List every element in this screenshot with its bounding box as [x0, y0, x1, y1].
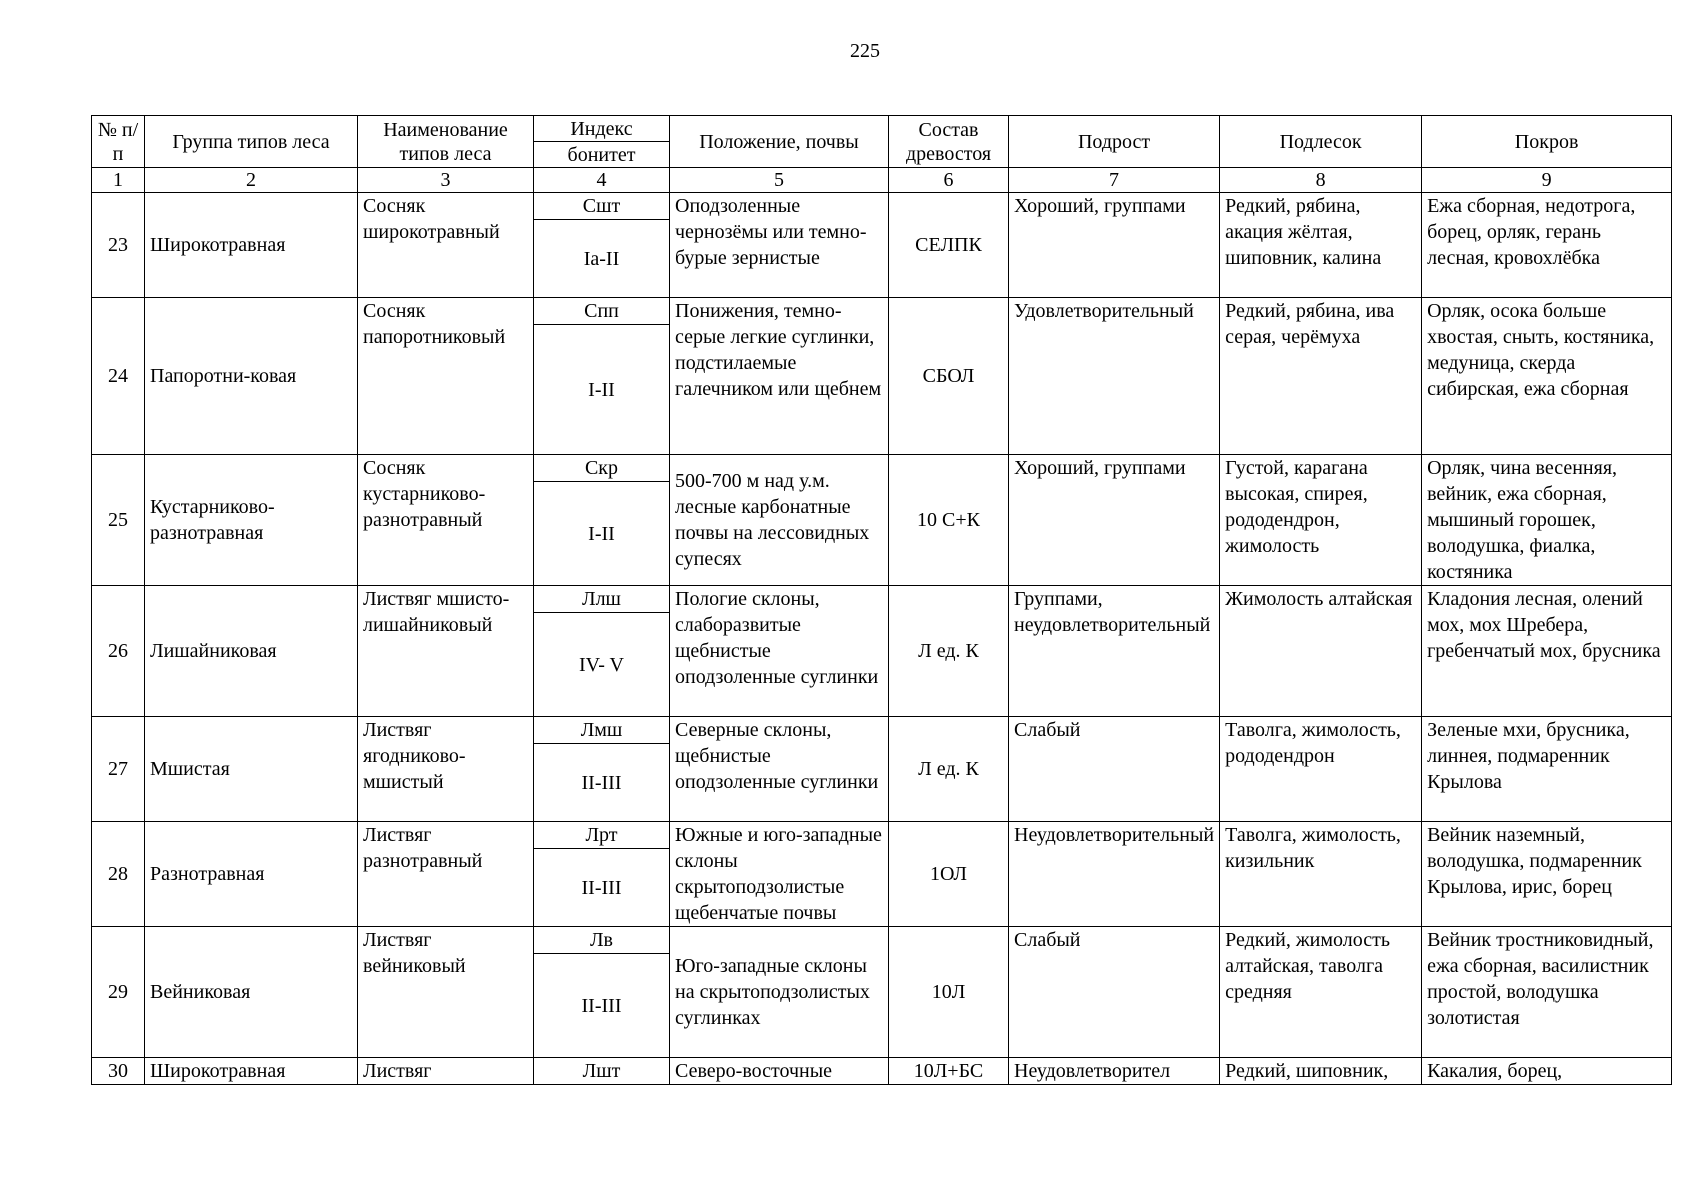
row-type-name: Листвяг мшисто-лишайниковый — [358, 586, 534, 717]
column-number: 4 — [534, 168, 670, 193]
table-body — [92, 193, 1672, 1085]
row-bonitet: I-II — [534, 482, 670, 586]
column-number: 3 — [358, 168, 534, 193]
row-position: Юго-западные склоны на скрытоподзолистых суглинках — [670, 927, 889, 1058]
row-index: Спп — [534, 298, 670, 325]
row-underbrush: Редкий, жимолость алтайская, таволга средняя — [1220, 927, 1422, 1058]
row-cover: Ежа сборная, недотрога, борец, орляк, герань лесная, кровохлёбка — [1422, 193, 1672, 298]
row-position: Южные и юго-западные склоны скрытоподзолистые щебенчатые почвы — [670, 822, 889, 927]
row-index: Сшт — [534, 193, 670, 220]
page-number: 225 — [850, 40, 880, 62]
row-num: 25 — [92, 455, 145, 586]
header-num: № п/п — [92, 116, 145, 168]
table-row — [92, 717, 1672, 744]
header-undergrowth: Подрост — [1009, 116, 1220, 168]
header-underbrush: Подлесок — [1220, 116, 1422, 168]
header-group: Группа типов леса — [145, 116, 358, 168]
row-composition: СЕЛПК — [889, 193, 1009, 298]
row-cover: Зеленые мхи, брусника, линнея, подмаренник Крылова — [1422, 717, 1672, 822]
row-index: Ллш — [534, 586, 670, 613]
row-group: Лишайниковая — [145, 586, 358, 717]
row-type-name: Листвяг ягодниково-мшистый — [358, 717, 534, 822]
row-position: Пологие склоны, слаборазвитые щебнистые оподзоленные суглинки — [670, 586, 889, 717]
row-underbrush: Таволга, жимолость, рододендрон — [1220, 717, 1422, 822]
table-header — [92, 116, 1672, 193]
row-composition: СБОЛ — [889, 298, 1009, 455]
column-number: 9 — [1422, 168, 1672, 193]
row-underbrush: Редкий, рябина, ива серая, черёмуха — [1220, 298, 1422, 455]
row-composition: 10Л — [889, 927, 1009, 1058]
row-undergrowth: Хороший, группами — [1009, 455, 1220, 586]
row-group: Вейниковая — [145, 927, 358, 1058]
row-position: Северные склоны, щебнистые оподзоленные суглинки — [670, 717, 889, 822]
row-group: Широкотравная — [145, 1058, 358, 1085]
column-number: 5 — [670, 168, 889, 193]
row-index: Лмш — [534, 717, 670, 744]
row-index: Лшт — [534, 1058, 670, 1085]
row-type-name: Листвяг вейниковый — [358, 927, 534, 1058]
table-row — [92, 822, 1672, 849]
row-composition: 1ОЛ — [889, 822, 1009, 927]
table-row — [92, 193, 1672, 220]
row-position: 500-700 м над у.м. лесные карбонатные почвы на лессовидных супесях — [670, 455, 889, 586]
forest-types-table — [91, 115, 1672, 1085]
row-cover: Вейник тростниковидный, ежа сборная, василистник простой, володушка золотистая — [1422, 927, 1672, 1058]
row-index: Лрт — [534, 822, 670, 849]
row-num: 23 — [92, 193, 145, 298]
table-row — [92, 586, 1672, 613]
table-row — [92, 1058, 1672, 1085]
row-undergrowth: Слабый — [1009, 927, 1220, 1058]
column-numbers-row — [92, 168, 1672, 193]
row-cover: Орляк, осока больше хвостая, сныть, костяника, медуница, скерда сибирская, ежа сборная — [1422, 298, 1672, 455]
row-undergrowth: Неудовлетворительный — [1009, 822, 1220, 927]
row-undergrowth: Удовлетворительный — [1009, 298, 1220, 455]
row-underbrush: Редкий, рябина, акация жёлтая, шиповник, калина — [1220, 193, 1422, 298]
row-underbrush: Густой, карагана высокая, спирея, рододендрон, жимолость — [1220, 455, 1422, 586]
row-bonitet: II-III — [534, 744, 670, 822]
row-index: Лв — [534, 927, 670, 954]
row-bonitet: IV- V — [534, 613, 670, 717]
header-position: Положение, почвы — [670, 116, 889, 168]
row-num: 30 — [92, 1058, 145, 1085]
row-type-name: Сосняк папоротниковый — [358, 298, 534, 455]
row-group: Разнотравная — [145, 822, 358, 927]
row-type-name: Сосняк кустарниково-разнотравный — [358, 455, 534, 586]
table-row — [92, 298, 1672, 325]
row-type-name: Сосняк широкотравный — [358, 193, 534, 298]
column-number: 8 — [1220, 168, 1422, 193]
row-group: Папоротни-ковая — [145, 298, 358, 455]
row-group: Широкотравная — [145, 193, 358, 298]
row-num: 27 — [92, 717, 145, 822]
row-position: Понижения, темно-серые легкие суглинки, подстилаемые галечником или щебнем — [670, 298, 889, 455]
table-row — [92, 455, 1672, 482]
row-type-name: Листвяг — [358, 1058, 534, 1085]
row-bonitet: II-III — [534, 849, 670, 927]
row-composition: 10 С+К — [889, 455, 1009, 586]
row-composition: Л ед. К — [889, 717, 1009, 822]
row-underbrush: Таволга, жимолость, кизильник — [1220, 822, 1422, 927]
row-bonitet: Ia-II — [534, 220, 670, 298]
row-undergrowth: Группами, неудовлетворительный — [1009, 586, 1220, 717]
row-position: Оподзоленные чернозёмы или темно-бурые зернистые — [670, 193, 889, 298]
row-cover: Кладония лесная, олений мох, мох Шребера, гребенчатый мох, брусника — [1422, 586, 1672, 717]
row-num: 26 — [92, 586, 145, 717]
header-bonitet: бонитет — [534, 142, 670, 168]
row-group: Мшистая — [145, 717, 358, 822]
row-undergrowth: Неудовлетворител — [1009, 1058, 1220, 1085]
header-cover: Покров — [1422, 116, 1672, 168]
row-composition: 10Л+БС — [889, 1058, 1009, 1085]
row-num: 28 — [92, 822, 145, 927]
table-row — [92, 927, 1672, 954]
row-num: 29 — [92, 927, 145, 1058]
row-undergrowth: Хороший, группами — [1009, 193, 1220, 298]
column-number: 6 — [889, 168, 1009, 193]
row-index: Скр — [534, 455, 670, 482]
column-number: 7 — [1009, 168, 1220, 193]
row-cover: Орляк, чина весенняя, вейник, ежа сборная, мышиный горошек, володушка, фиалка, костяника — [1422, 455, 1672, 586]
row-num: 24 — [92, 298, 145, 455]
row-cover: Вейник наземный, володушка, подмаренник Крылова, ирис, борец — [1422, 822, 1672, 927]
row-composition: Л ед. К — [889, 586, 1009, 717]
row-type-name: Листвяг разнотравный — [358, 822, 534, 927]
row-bonitet: II-III — [534, 954, 670, 1058]
column-number: 1 — [92, 168, 145, 193]
row-underbrush: Редкий, шиповник, — [1220, 1058, 1422, 1085]
header-name: Наименование типов леса — [358, 116, 534, 168]
row-bonitet: I-II — [534, 325, 670, 455]
row-group: Кустарниково-разнотравная — [145, 455, 358, 586]
row-underbrush: Жимолость алтайская — [1220, 586, 1422, 717]
row-undergrowth: Слабый — [1009, 717, 1220, 822]
row-cover: Какалия, борец, — [1422, 1058, 1672, 1085]
column-number: 2 — [145, 168, 358, 193]
header-index: Индекс — [534, 116, 670, 142]
header-composition: Состав древостоя — [889, 116, 1009, 168]
row-position: Северо-восточные — [670, 1058, 889, 1085]
